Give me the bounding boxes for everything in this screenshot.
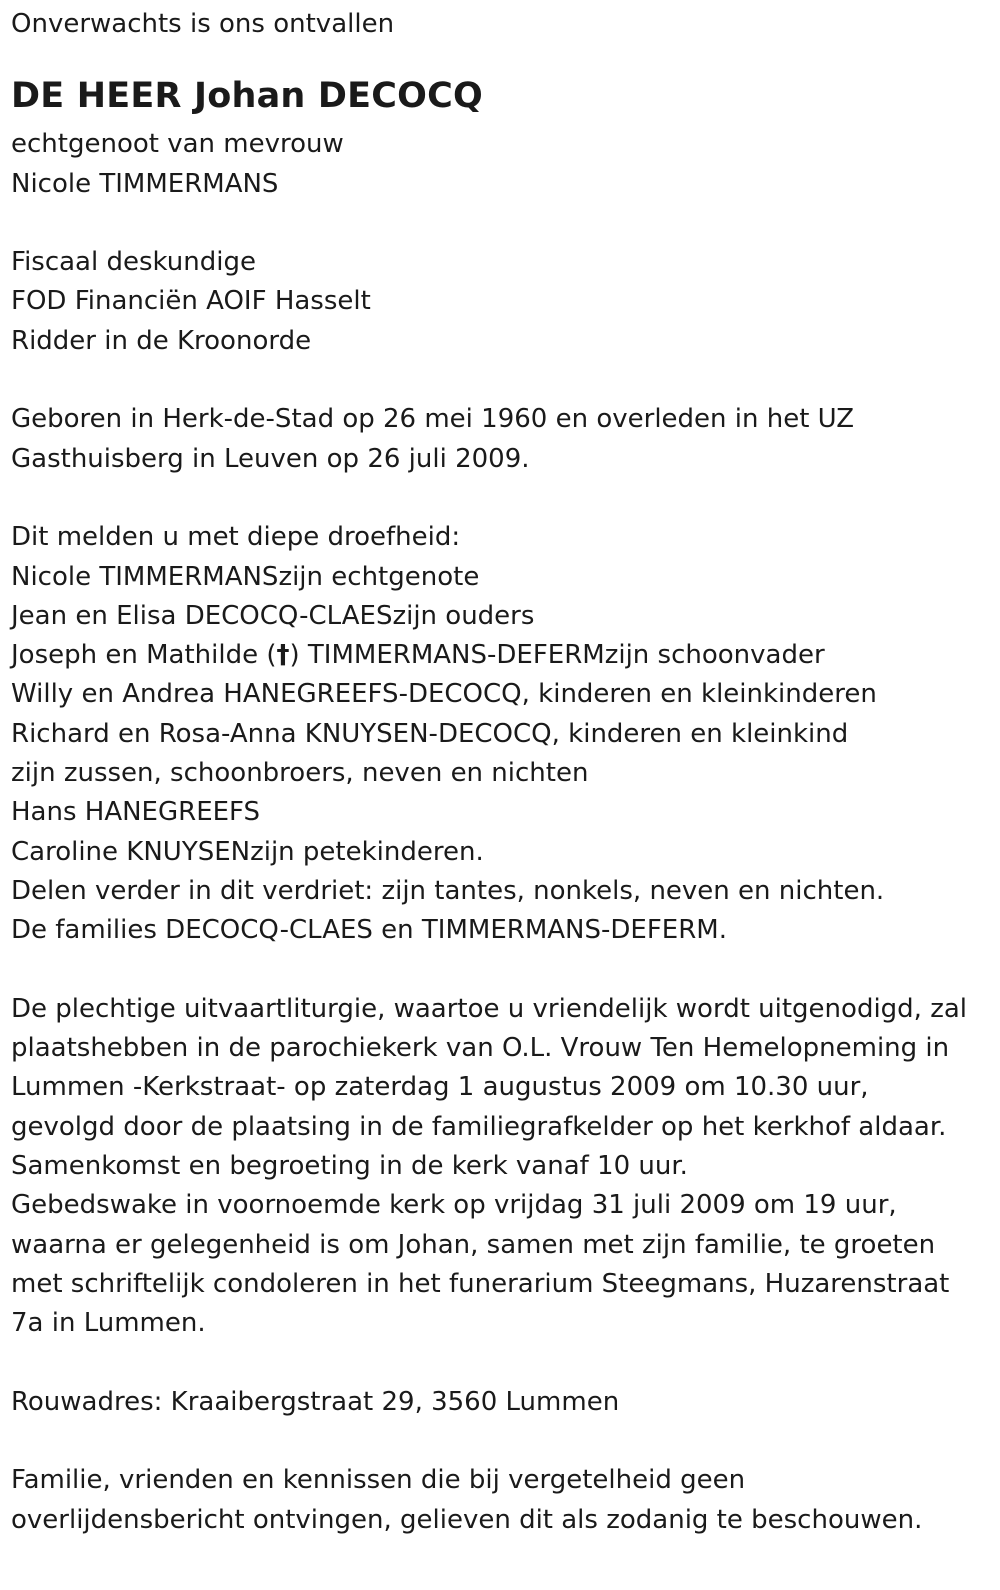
mourner-line: De families DECOCQ-CLAES en TIMMERMANS-DEFERM.	[11, 915, 727, 946]
funeral-line: met schriftelijk condoleren in het funerarium Steegmans, Huzarenstraat	[11, 1268, 950, 1299]
mourner-text: ) TIMMERMANS-DEFERMzijn schoonvader	[289, 640, 825, 671]
funeral-line: De plechtige uitvaartliturgie, waartoe u vriendelijk wordt uitgenodigd, zal	[11, 993, 968, 1024]
obituary-notice	[11, 5, 991, 1540]
mourner-line: zijn zussen, schoonbroers, neven en nichten	[11, 758, 589, 789]
mourning-address: Rouwadres: Kraaibergstraat 29, 3560 Lummen	[11, 1386, 620, 1417]
birth-death-line: Gasthuisberg in Leuven op 26 juli 2009.	[11, 443, 530, 474]
funeral-line: Samenkomst en begroeting in de kerk vanaf 10 uur.	[11, 1151, 688, 1182]
mourner-line	[11, 636, 991, 675]
spacer	[11, 479, 991, 518]
mourner-text: Joseph en Mathilde (	[11, 640, 277, 671]
closing-line: overlijdensbericht ontvingen, gelieven dit als zodanig te beschouwen.	[11, 1504, 923, 1535]
mourner-line: Nicole TIMMERMANSzijn echtgenote	[11, 561, 480, 592]
spacer	[11, 1344, 991, 1383]
closing-line: Familie, vrienden en kennissen die bij vergetelheid geen	[11, 1465, 746, 1496]
opening-line: Onverwachts is ons ontvallen	[11, 9, 395, 39]
mourner-line: Delen verder in dit verdriet: zijn tantes, nonkels, neven en nichten.	[11, 875, 885, 906]
spouse-name: Nicole TIMMERMANS	[11, 168, 279, 199]
title-line: Fiscaal deskundige	[11, 247, 256, 278]
mourner-line: Richard en Rosa-Anna KNUYSEN-DECOCQ, kinderen en kleinkind	[11, 718, 849, 749]
title-line: FOD Financiën AOIF Hasselt	[11, 286, 371, 317]
mourner-line: Willy en Andrea HANEGREEFS-DECOCQ, kinderen en kleinkinderen	[11, 679, 877, 710]
spouse-intro: echtgenoot van mevrouw	[11, 129, 344, 160]
mourner-line: Jean en Elisa DECOCQ-CLAESzijn ouders	[11, 600, 535, 631]
birth-death-line: Geboren in Herk-de-Stad op 26 mei 1960 en overleden in het UZ	[11, 404, 855, 435]
funeral-line: waarna er gelegenheid is om Johan, samen met zijn familie, te groeten	[11, 1229, 936, 1260]
funeral-line: gevolgd door de plaatsing in de familiegrafkelder op het kerkhof aldaar.	[11, 1111, 947, 1142]
funeral-line: plaatshebben in de parochiekerk van O.L. Vrouw Ten Hemelopneming in	[11, 1033, 950, 1064]
cross-icon: †	[276, 640, 290, 671]
title-line: Ridder in de Kroonorde	[11, 325, 312, 356]
deceased-name: DE HEER Johan DECOCQ	[11, 76, 483, 117]
spacer	[11, 951, 991, 990]
funeral-line: 7a in Lummen.	[11, 1308, 206, 1339]
funeral-line: Gebedswake in voornoemde kerk op vrijdag 31 juli 2009 om 19 uur,	[11, 1190, 897, 1221]
spacer	[11, 204, 991, 243]
mourner-line: Hans HANEGREEFS	[11, 797, 261, 828]
spacer	[11, 1422, 991, 1461]
mourners-intro: Dit melden u met diepe droefheid:	[11, 522, 461, 553]
spacer	[11, 361, 991, 400]
mourner-line: Caroline KNUYSENzijn petekinderen.	[11, 836, 484, 867]
funeral-line: Lummen -Kerkstraat- op zaterdag 1 augustus 2009 om 10.30 uur,	[11, 1072, 869, 1103]
